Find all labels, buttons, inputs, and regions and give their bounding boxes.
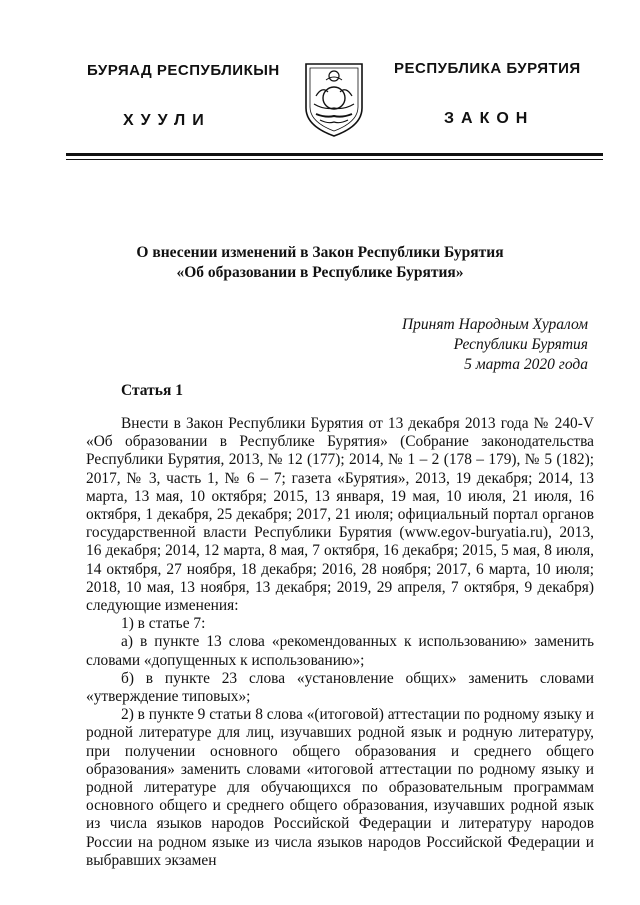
adoption-note-line-2: Республики Бурятия <box>453 336 588 353</box>
article-heading: Статья 1 <box>121 382 183 399</box>
law-title-line-1: О внесении изменений в Закон Республики Бурятия <box>136 244 504 261</box>
header-divider-thick <box>66 153 603 156</box>
law-title <box>0 243 640 283</box>
right-document-type: ЗАКОН <box>444 110 535 127</box>
law-title-line-2: «Об образовании в Республике Бурятия» <box>176 264 464 281</box>
left-document-type: ХУУЛИ <box>123 112 211 129</box>
article-body <box>86 415 594 870</box>
adoption-date: 5 марта 2020 года <box>464 356 588 373</box>
article-paragraph: 2) в пункте 9 статьи 8 слова «(итоговой) аттестации по родному языку и родной литературе для лиц, изучавших родной язык и родную литературу, при получении основного общего образования и среднего общего образования» заменить словами «итоговой аттестации по родному языку и родной литературе для обучающихся по образовательным программам основного общего и среднего общего образования, изучавших родной язык из числа языков народов Российской Федерации и литературу народов России на родном языке из числа языков народов Российской Федерации и выбравших экзамен <box>86 706 594 869</box>
adoption-note <box>402 315 588 375</box>
coat-of-arms-emblem <box>302 60 366 138</box>
header-divider-thin <box>66 159 603 160</box>
right-republic-name: РЕСПУБЛИКА БУРЯТИЯ <box>394 60 581 77</box>
article-paragraph: а) в пункте 13 слова «рекомендованных к использованию» заменить словами «допущенных к использованию»; <box>86 633 594 669</box>
article-paragraph: Внести в Закон Республики Бурятия от 13 декабря 2013 года № 240-V «Об образовании в Республике Бурятия» (Собрание законодательства Республики Бурятия, 2013, № 12 (177); 2014, № 1 – 2 (178 – 179), № 5 (182); 2017, № 3, часть 1, № 6 – 7; газета «Бурятия», 2013, 19 декабря; 2014, 13 марта, 13 мая, 10 октября; 2015, 13 января, 19 мая, 10 июля, 21 июля, 16 октября, 1 декабря, 25 декабря; 2017, 21 июля; официальный портал органов государственной власти Республики Бурятия (www.egov-buryatia.ru), 2013, 16 декабря; 2014, 12 марта, 8 мая, 7 октября, 16 декабря; 2015, 5 мая, 8 июля, 14 октября, 27 ноября, 18 декабря; 2016, 28 ноября; 2017, 6 марта, 10 июля; 2018, 10 мая, 13 ноября, 13 декабря; 2019, 29 апреля, 7 октября, 9 декабря) следующие изменения: <box>86 415 594 615</box>
left-republic-name: БУРЯАД РЕСПУБЛИКЫН <box>87 62 280 79</box>
article-paragraph: б) в пункте 23 слова «установление общих» заменить словами «утверждение типовых»; <box>86 669 594 706</box>
article-paragraph: 1) в статье 7: <box>121 615 206 633</box>
adoption-note-line-1: Принят Народным Хуралом <box>401 316 588 333</box>
